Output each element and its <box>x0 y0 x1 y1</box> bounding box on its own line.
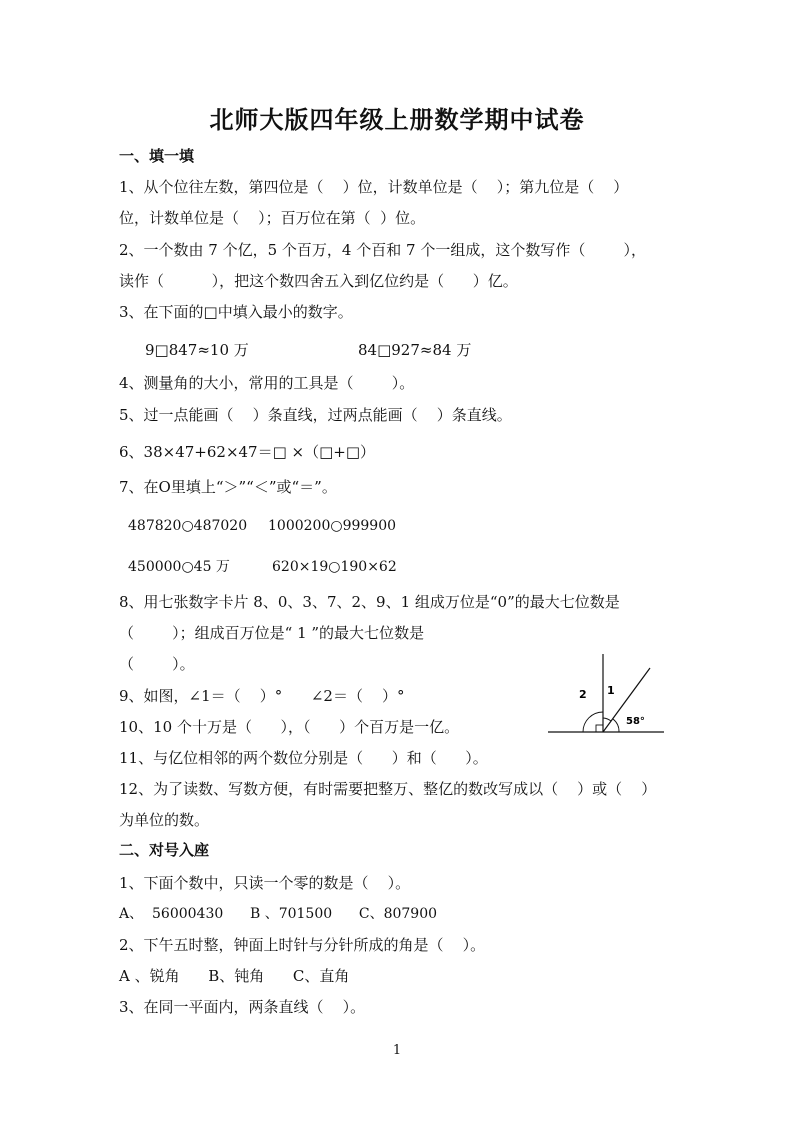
q5-text: 5、过一点能画（ ）条直线，过两点能画（ ）条直线。 <box>119 406 512 424</box>
q7-compare-4: 620×19○190×62 <box>272 559 397 575</box>
right-angle-mark <box>596 725 603 732</box>
section-choice-heading: 二、对号入座 <box>119 841 210 859</box>
q7-compare-2: 1000200○999900 <box>268 518 397 534</box>
angle-value-label: 58° <box>626 716 645 727</box>
q7-text: 7、在O里填上“＞”“＜”或“＝”。 <box>119 478 337 496</box>
angle-1-arc <box>603 718 611 721</box>
q11-text: 11、与亿位相邻的两个数位分别是（ ）和（ ）。 <box>119 749 488 767</box>
q8-line2: （ ）；组成百万位是“ 1 ”的最大七位数是 <box>119 624 425 642</box>
q3-example-2: 84□927≈84 万 <box>358 341 472 359</box>
q2-line1: 2、一个数由 7 个亿，5 个百万，4 个百和 7 个一组成，这个数写作（ ）， <box>119 241 646 259</box>
q1-line1: 1、从个位往左数，第四位是（ ）位，计数单位是（ ）；第九位是（ ） <box>119 178 629 196</box>
q12-line2: 为单位的数。 <box>119 811 210 829</box>
q3-example-1: 9□847≈10 万 <box>145 341 249 359</box>
angle-2-arc <box>583 712 603 732</box>
s2-q2-options: A 、锐角 B、钝角 C、直角 <box>119 967 350 985</box>
q9-text: 9、如图，∠1＝（ ）° ∠2＝（ ）° <box>119 687 405 705</box>
s2-q2-text: 2、下午五时整，钟面上时针与分针所成的角是（ ）。 <box>119 936 486 954</box>
s2-q3-text: 3、在同一平面内，两条直线（ ）。 <box>119 998 366 1016</box>
q3-text: 3、在下面的□中填入最小的数字。 <box>119 303 353 321</box>
q4-text: 4、测量角的大小，常用的工具是（ ）。 <box>119 374 415 392</box>
q7-compare-1: 487820○487020 <box>128 518 248 534</box>
angle-label-1: 1 <box>607 684 615 697</box>
page-title: 北师大版四年级上册数学期中试卷 <box>209 105 585 134</box>
angle-label-2: 2 <box>579 688 587 701</box>
q6-text: 6、38×47+62×47＝□ ×（□+□） <box>119 443 376 461</box>
q1-line2: 位，计数单位是（ ）；百万位在第（ ）位。 <box>119 209 426 227</box>
q7-compare-3: 450000○45 万 <box>128 559 230 575</box>
q2-line2: 读作（ ），把这个数四舍五入到亿位约是（ ）亿。 <box>119 272 518 290</box>
q8-line1: 8、用七张数字卡片 8、0、3、7、2、9、1 组成万位是“0”的最大七位数是 <box>119 593 620 611</box>
q12-line1: 12、为了读数、写数方便，有时需要把整万、整亿的数改写成以（ ）或（ ） <box>119 780 657 798</box>
s2-q1-options: A、 56000430 B 、701500 C、807900 <box>119 906 438 922</box>
angle-figure <box>540 650 670 740</box>
page-number: 1 <box>392 1043 402 1058</box>
q10-text: 10、10 个十万是（ ），（ ）个百万是一亿。 <box>119 718 460 736</box>
s2-q1-text: 1、下面个数中，只读一个零的数是（ ）。 <box>119 874 411 892</box>
angle-58-arc <box>613 719 619 732</box>
q8-line3: （ ）。 <box>119 655 195 673</box>
section-fill-in-heading: 一、填一填 <box>119 147 195 165</box>
